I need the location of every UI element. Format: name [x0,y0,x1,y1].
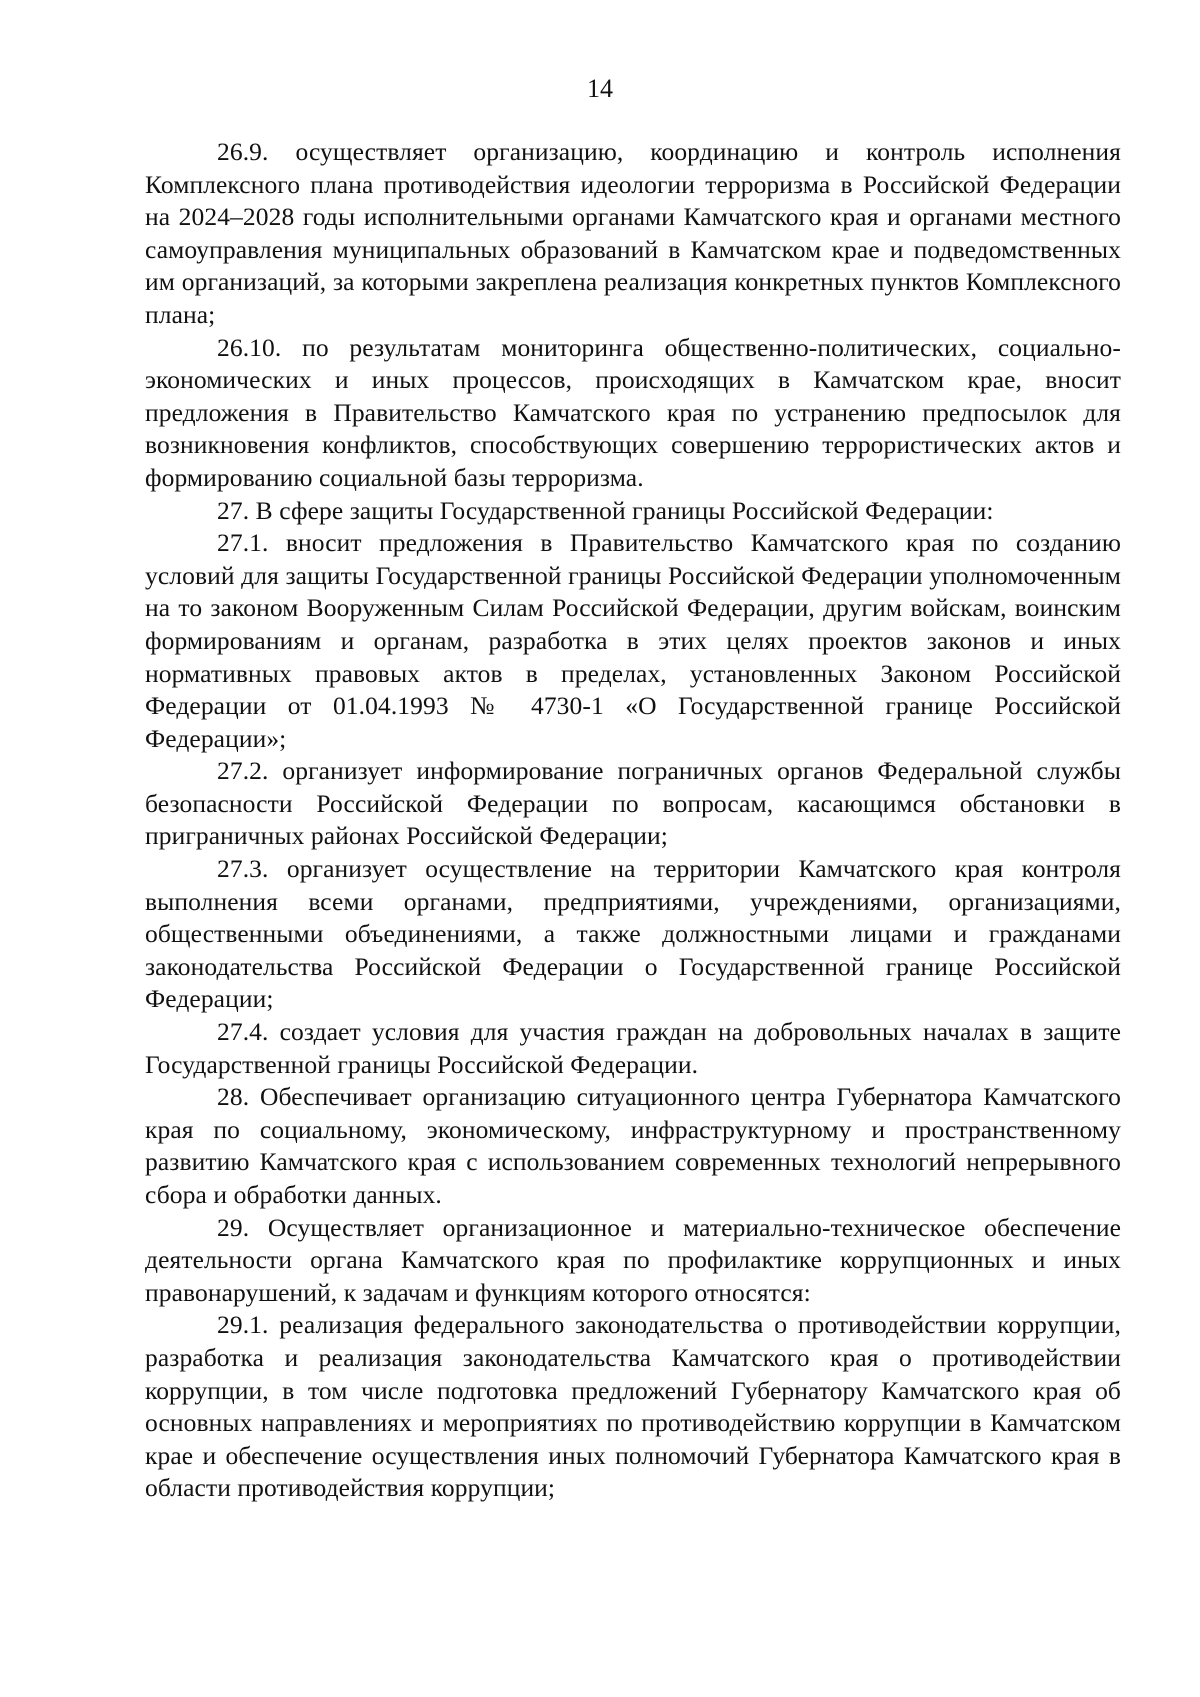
paragraph-28: 28. Обеспечивает организацию ситуационного центра Губернатора Камчатского края по социальному, экономическому, инфраструктурному и пространственному развитию Камчатского края с использованием современных технологий непрерывного сбора и обработки данных. [145,1082,1121,1209]
page-number: 14 [587,74,613,103]
paragraph-29: 29. Осуществляет организационное и материально-техническое обеспечение деятельности органа Камчатского края по профилактике коррупционных и иных правонарушений, к задачам и функциям которого относятся: [145,1212,1121,1307]
paragraph-27-1: 27.1. вносит предложения в Правительство Камчатского края по созданию условий для защиты Государственной границы Российской Федерации уполномоченным на то законом Вооруженным Силам Российской Федерации, другим войскам, воинским формированиям и органам, разработка в этих целях проектов законов и иных нормативных правовых актов в пределах, установленных Законом Российской Федерации от 01.04.1993 № 4730-1 «О Государственной границе Российской Федерации»; [145,528,1121,753]
paragraph-29-1: 29.1. реализация федерального законодательства о противодействии коррупции, разработка и реализация законодательства Камчатского края о противодействии коррупции, в том числе подготовка предложений Губернатору Камчатского края об основных направлениях и мероприятиях по противодействию коррупции в Камчатском крае и обеспечение осуществления иных полномочий Губернатора Камчатского края в области противодействия коррупции; [145,1310,1121,1503]
document-body [145,136,1121,1505]
paragraph-27-2: 27.2. организует информирование пограничных органов Федеральной службы безопасности Российской Федерации по вопросам, касающимся обстановки в приграничных районах Российской Федерации; [145,756,1121,851]
paragraph-27-3: 27.3. организует осуществление на территории Камчатского края контроля выполнения всеми органами, предприятиями, учреждениями, организациями, общественными объединениями, а также должностными лицами и гражданами законодательства Российской Федерации о Государственной границе Российской Федерации; [145,854,1121,1014]
paragraph-27-4: 27.4. создает условия для участия граждан на добровольных началах в защите Государственной границы Российской Федерации. [145,1017,1121,1079]
paragraph-27: 27. В сфере защиты Государственной границы Российской Федерации: [217,495,994,525]
paragraph-26-9: 26.9. осуществляет организацию, координацию и контроль исполнения Комплексного плана противодействия идеологии терроризма в Российской Федерации на 2024–2028 годы исполнительными органами Камчатского края и органами местного самоуправления муниципальных образований в Камчатском крае и подведомственных им организаций, за которыми закреплена реализация конкретных пунктов Комплексного плана; [145,137,1121,329]
paragraph-26-10: 26.10. по результатам мониторинга общественно-политических, социально-экономических и иных процессов, происходящих в Камчатском крае, вносит предложения в Правительство Камчатского края по устранению предпосылок для возникновения конфликтов, способствующих совершению террористических актов и формированию социальной базы терроризма. [145,332,1121,492]
